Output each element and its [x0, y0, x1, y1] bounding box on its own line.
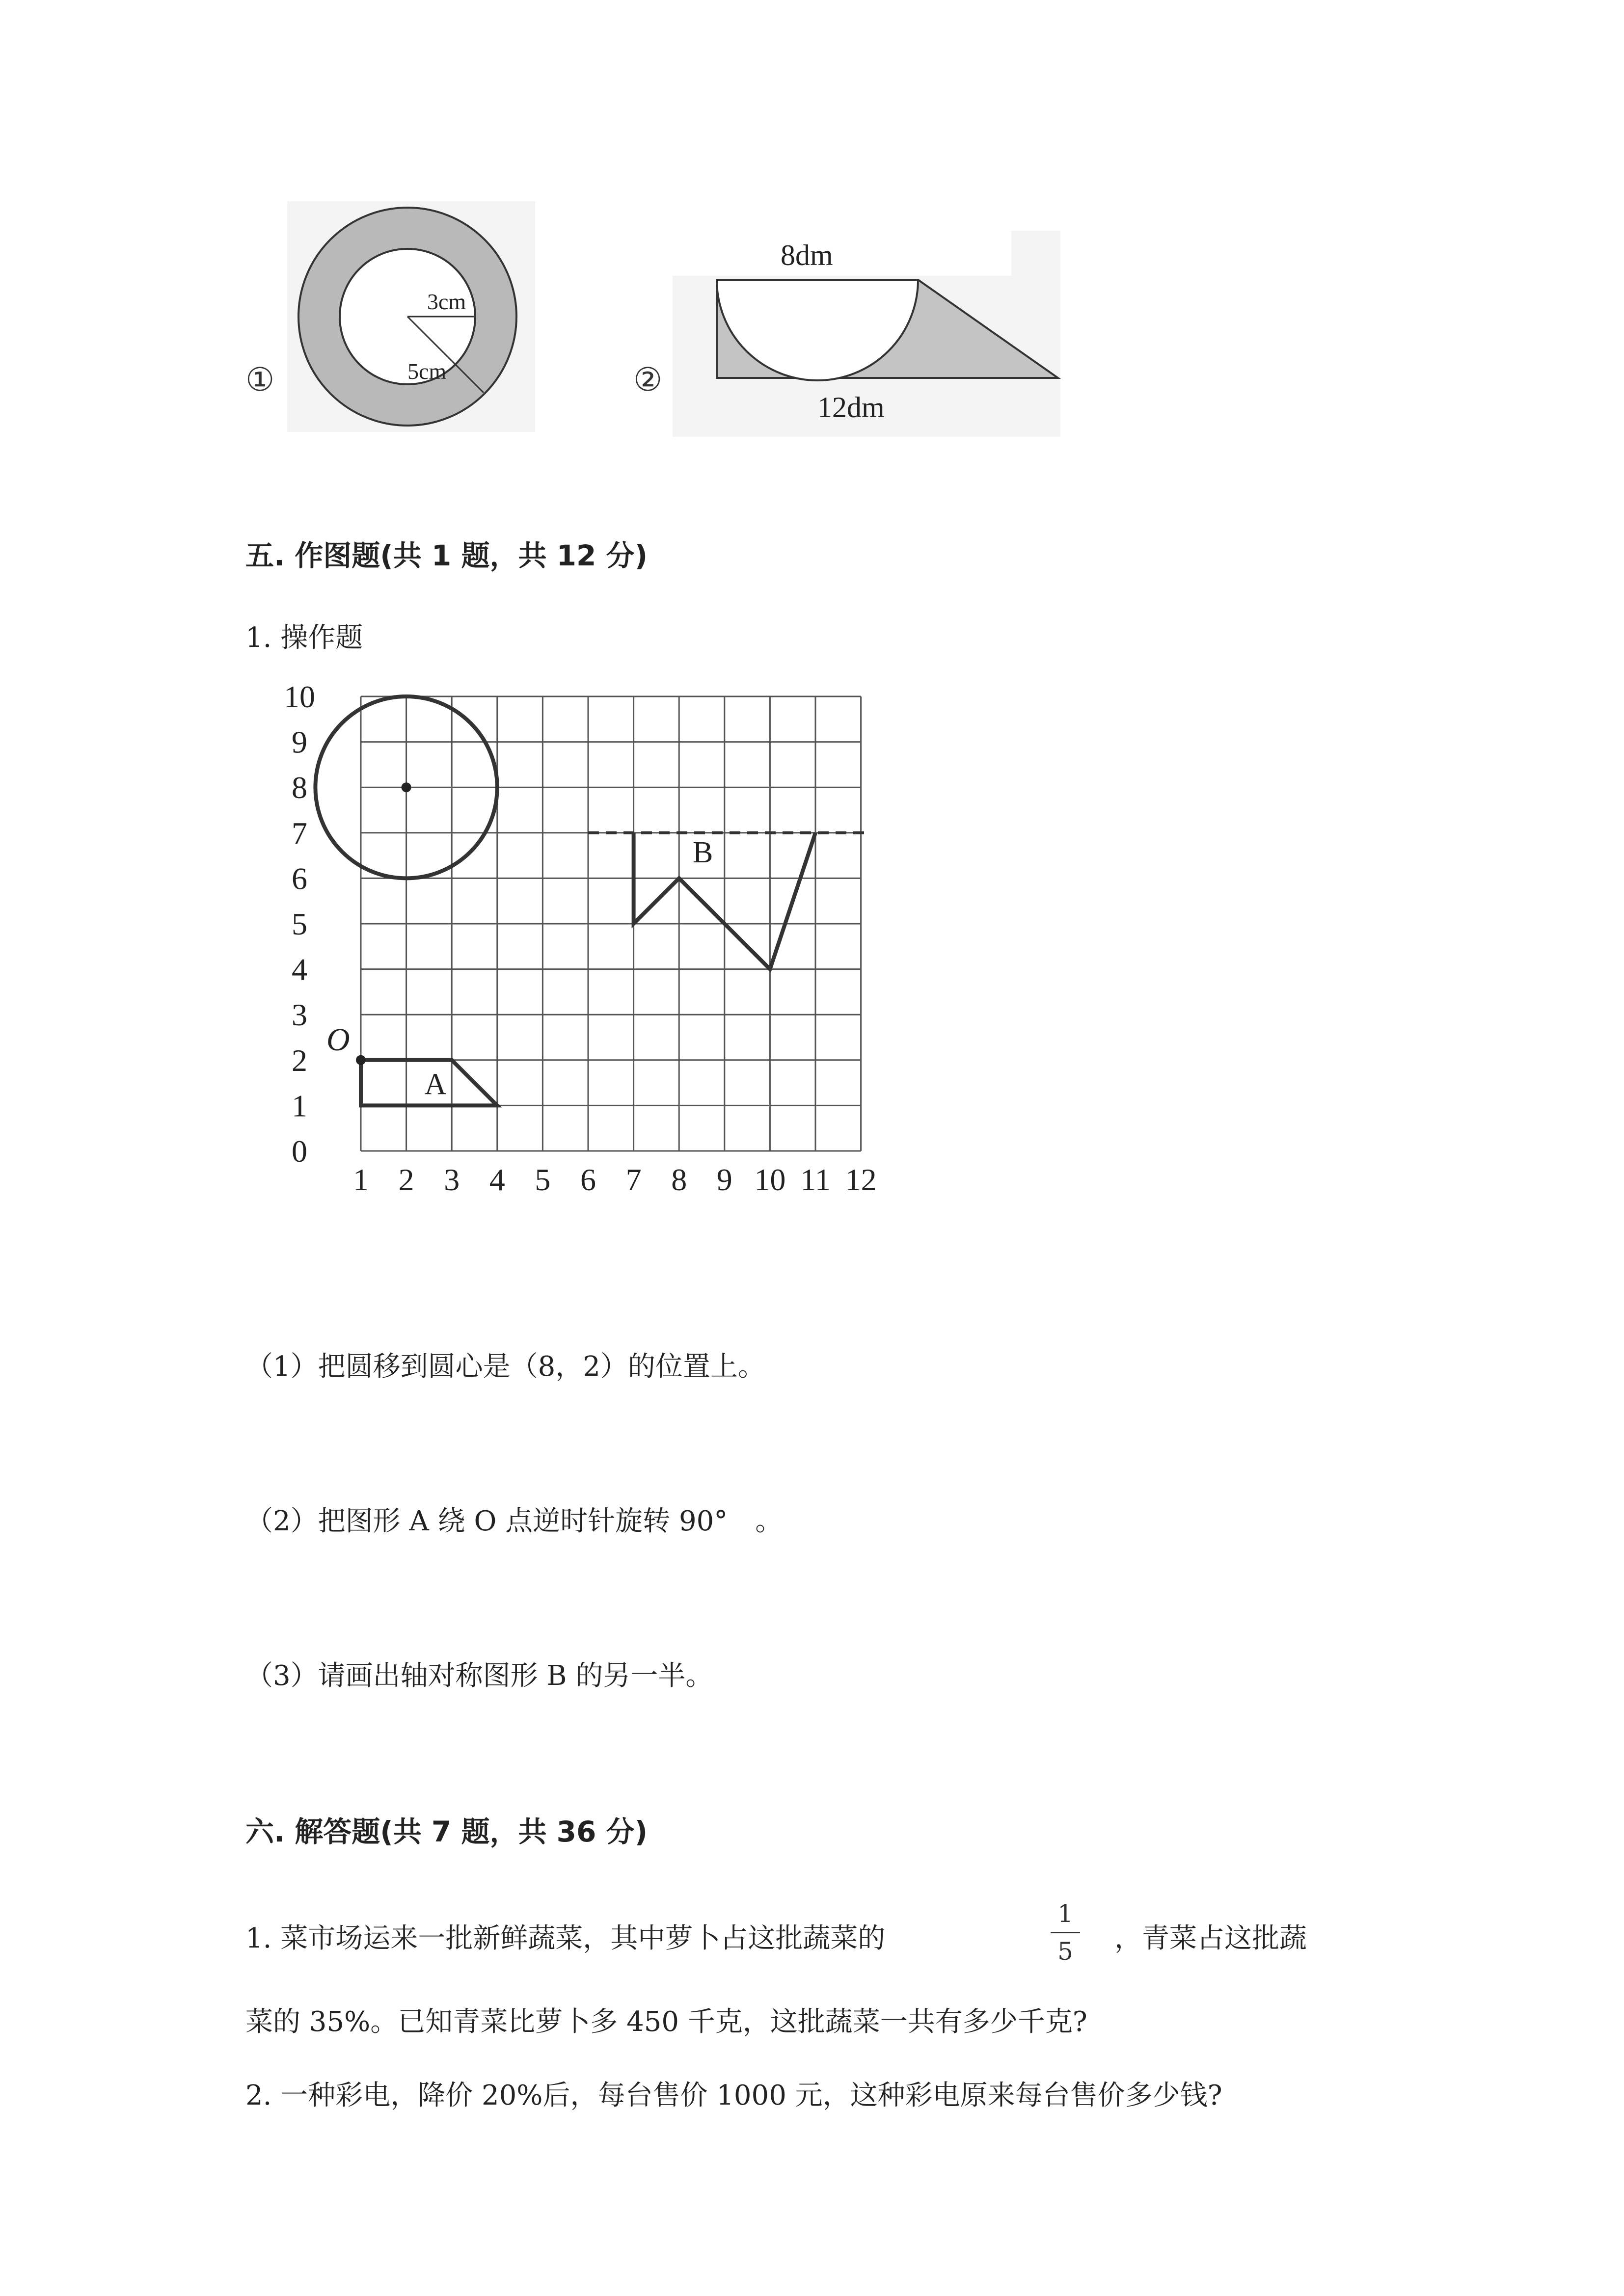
y-tick-label: 5: [292, 907, 307, 941]
bottom-length-label: 12dm: [817, 391, 885, 424]
y-tick-label: 1: [292, 1088, 307, 1123]
q1-text-part2: ，青菜占这批蔬: [1114, 1922, 1307, 1954]
y-tick-label: 8: [292, 770, 307, 805]
y-tick-label: 3: [292, 997, 307, 1033]
y-tick-label: 10: [284, 679, 315, 714]
section-6-heading: 六. 解答题(共 7 题，共 36 分): [245, 1815, 648, 1848]
y-tick-label: 2: [292, 1042, 307, 1078]
x-tick-label: 7: [625, 1162, 642, 1197]
x-tick-label: 9: [716, 1162, 732, 1197]
ring-figure: [287, 201, 535, 432]
x-tick-label: 3: [444, 1162, 460, 1197]
circle-center-point: [402, 782, 411, 792]
section-5-heading: 五. 作图题(共 1 题，共 12 分): [245, 539, 648, 572]
q2-text: 2. 一种彩电，降价 20%后，每台售价 1000 元，这种彩电原来每台售价多少钱?: [245, 2080, 1222, 2111]
coordinate-grid: [255, 679, 893, 1252]
y-tick-label: 9: [292, 724, 307, 760]
x-tick-label: 10: [754, 1162, 786, 1197]
fraction-bar: [1051, 1932, 1080, 1933]
y-tick-label: 6: [292, 861, 307, 896]
top-length-label: 8dm: [781, 239, 833, 271]
task-3: （3）请画出轴对称图形 B 的另一半。: [245, 1660, 713, 1692]
x-tick-label: 6: [580, 1162, 596, 1197]
point-o: [356, 1055, 366, 1065]
y-tick-label: 0: [292, 1134, 307, 1169]
point-o-label: O: [326, 1021, 350, 1058]
x-tick-label: 1: [353, 1162, 369, 1197]
q1-text-part1: 1. 菜市场运来一批新鲜蔬菜，其中萝卜占这批蔬菜的: [245, 1922, 886, 1954]
task-2: （2）把图形 A 绕 O 点逆时针旋转 90° 。: [245, 1505, 783, 1537]
y-tick-label: 7: [292, 815, 307, 851]
inner-radius-label: 3cm: [427, 289, 466, 314]
x-tick-label: 8: [671, 1162, 687, 1197]
x-tick-label: 2: [398, 1162, 414, 1197]
task-1: （1）把圆移到圆心是（8，2）的位置上。: [245, 1351, 765, 1383]
question-title: 1. 操作题: [245, 622, 363, 654]
fraction-denominator: 5: [1057, 1937, 1073, 1966]
outer-radius-label: 5cm: [407, 359, 447, 384]
figure-1-marker: ①: [245, 361, 275, 399]
fraction-numerator: 1: [1057, 1899, 1073, 1928]
shape-b-label: B: [692, 835, 713, 869]
x-tick-label: 4: [489, 1162, 505, 1197]
x-tick-label: 11: [800, 1162, 831, 1197]
figure-2-marker: ②: [633, 361, 663, 399]
fraction-one-fifth: [1051, 1899, 1080, 1966]
x-tick-label: 12: [845, 1162, 877, 1197]
shape-a-label: A: [424, 1068, 447, 1101]
q1-text-line2: 菜的 35%。已知青菜比萝卜多 450 千克，这批蔬菜一共有多少千克?: [245, 2006, 1087, 2038]
semicircle-figure: [673, 231, 1060, 437]
x-tick-label: 5: [535, 1162, 551, 1197]
y-tick-label: 4: [292, 952, 307, 987]
